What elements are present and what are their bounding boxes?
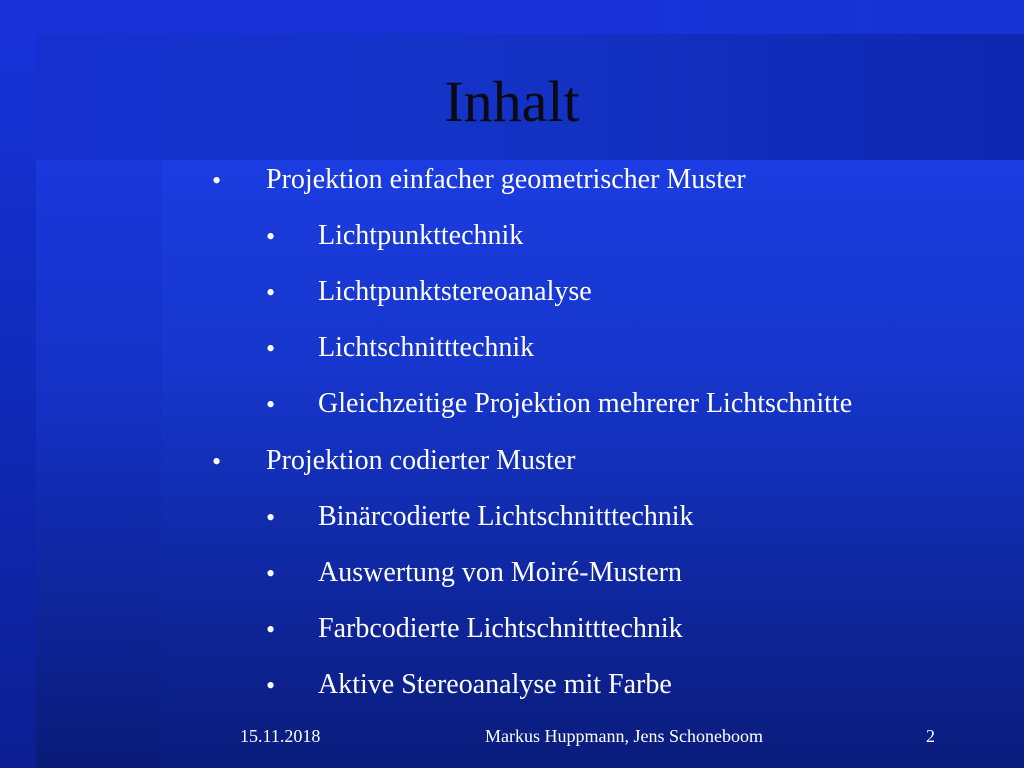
list-item: Aktive Stereoanalyse mit Farbe xyxy=(318,669,672,700)
list-item: Binärcodierte Lichtschnitttechnik xyxy=(318,501,694,532)
bullet-marker: • xyxy=(212,166,222,195)
list-item: Projektion einfacher geometrischer Muster xyxy=(266,164,746,195)
bullet-marker: • xyxy=(266,671,276,700)
bullet-marker: • xyxy=(266,278,276,307)
bullet-marker: • xyxy=(212,447,222,476)
bullet-marker: • xyxy=(266,615,276,644)
footer-date: 15.11.2018 xyxy=(240,726,321,746)
list-item: Projektion codierter Muster xyxy=(266,445,576,476)
list-item: Lichtpunkttechnik xyxy=(318,220,524,251)
list-item: Auswertung von Moiré-Mustern xyxy=(318,557,682,588)
bullet-marker: • xyxy=(266,222,276,251)
slide-title: Inhalt xyxy=(444,69,580,134)
bullet-marker: • xyxy=(266,334,276,363)
list-item: Gleichzeitige Projektion mehrerer Lichtschnitte xyxy=(318,388,853,419)
list-item: Farbcodierte Lichtschnitttechnik xyxy=(318,613,683,644)
footer-authors: Markus Huppmann, Jens Schoneboom xyxy=(485,726,763,746)
bullet-marker: • xyxy=(266,559,276,588)
list-item: Lichtschnitttechnik xyxy=(318,332,535,363)
bullet-marker: • xyxy=(266,503,276,532)
footer-page-number: 2 xyxy=(926,726,935,746)
list-item: Lichtpunktstereoanalyse xyxy=(318,276,592,307)
bullet-marker: • xyxy=(266,390,276,419)
